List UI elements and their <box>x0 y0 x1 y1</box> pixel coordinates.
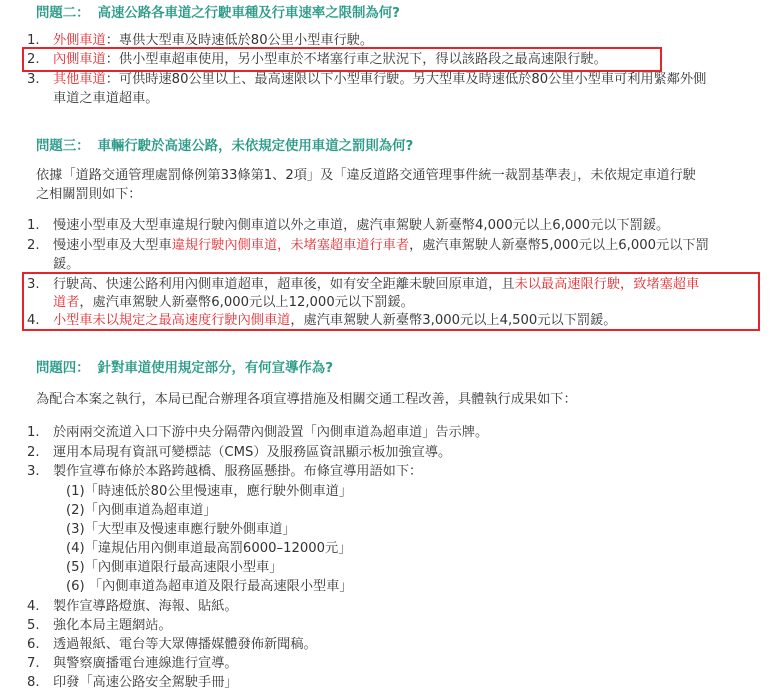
q4-item-6 <box>27 635 317 655</box>
list-number: 6. <box>27 637 40 652</box>
q4-title-lead: 問題四： <box>36 361 90 376</box>
q4-item-text: 印發「高速公路安全駕駛手冊」 <box>53 675 238 690</box>
q3-title-lead: 問題三： <box>36 139 90 154</box>
q4-item-text: 製作宣導路燈旗、海報、貼紙。 <box>53 599 238 614</box>
slogan-item: (5)「內側車道限行最高速限小型車」 <box>66 560 283 575</box>
q3-title-text: 車輛行駛於高速公路，未依規定使用車道之罰則為何? <box>97 139 414 154</box>
q4-item-text: 透過報紙、電台等大眾傳播媒體發佈新聞稿。 <box>53 637 317 652</box>
q4-item-5 <box>27 616 172 636</box>
q2-item-3 <box>27 70 706 90</box>
list-number: 1. <box>27 425 40 440</box>
q2-item-text: ：可供時速80公里以上、最高速限以下小型車行駛。另大型車及時速低於80公里小型車可利用緊鄰外側 <box>105 72 707 87</box>
q3-intro-1: 依據「道路交通管理處罰條例第33條第1、2項」及「違反道路交通管理事件統一裁罰基準表」，未依規定車道行駛 <box>36 168 696 183</box>
q4-item-text: 於兩兩交流道入口下游中央分隔帶內側設置「內側車道為超車道」告示牌。 <box>53 425 489 440</box>
q3-item-text: ，處汽車駕駛人新臺幣5,000元以上6,000元以下罰 <box>409 238 709 253</box>
slogan-item: (3)「大型車及慢速車應行駛外側車道」 <box>66 522 296 537</box>
term-outer-lane: 外側車道 <box>53 33 106 48</box>
q4-title <box>36 357 333 376</box>
list-number: 7. <box>27 656 40 671</box>
q3-item-2-cont: 鍰。 <box>53 257 80 272</box>
q4-item-text: 強化本局主題網站。 <box>53 618 172 633</box>
q3-intro-2: 之相關罰則如下： <box>36 187 142 202</box>
q4-title-text: 針對車道使用規定部分，有何宣導作為? <box>97 361 333 376</box>
q4-item-7 <box>27 654 238 674</box>
q3-item-red-text: 未以最高速限行駛，致堵塞超車 <box>514 277 700 292</box>
list-number: 8. <box>27 675 40 690</box>
q4-item-8 <box>27 673 238 693</box>
term-other-lane: 其他車道 <box>53 72 106 87</box>
q4-item-text: 製作宣導布條於本路跨越橋、服務區懸掛。布條宣導用語如下： <box>53 464 423 479</box>
term-inner-lane: 內側車道 <box>53 52 106 67</box>
q4-item-2 <box>27 443 451 463</box>
q3-item-text: ，處汽車駕駛人新臺幣3,000元以上4,500元以下罰鍰。 <box>290 313 617 328</box>
q3-item-3 <box>27 275 699 295</box>
q2-title-text: 高速公路各車道之行駛車種及行車速率之限制為何? <box>97 6 400 21</box>
q3-item-text: 慢速小型車及大型車違規行駛內側車道以外之車道，處汽車駕駛人新臺幣4,000元以上6,000元以下罰鍰。 <box>53 218 670 233</box>
list-number: 2. <box>27 52 40 67</box>
q3-item-red-text: 違規行駛內側車道，未堵塞超車道行車者 <box>171 238 410 253</box>
slogan-item: (6) 「內側車道為超車道及限行最高速限小型車」 <box>66 579 353 594</box>
q3-item-text: 慢速小型車及大型車 <box>53 238 172 253</box>
q2-title <box>36 2 400 21</box>
q4-item-4 <box>27 597 238 617</box>
q3-item-text: 行駛高、快速公路利用內側車道超車，超車後，如有安全距離未駛回原車道，且 <box>53 277 515 292</box>
q3-item-3-cont <box>53 293 414 313</box>
list-number: 1. <box>27 218 40 233</box>
q3-item-red-text: 道者 <box>53 295 80 310</box>
list-number: 4. <box>27 599 40 614</box>
q4-item-text: 與警察廣播電台連線進行宣導。 <box>53 656 238 671</box>
slogan-item: (2)「內側車道為超車道」 <box>66 503 217 518</box>
slogan-item: (1)「時速低於80公里慢速車，應行駛外側車道」 <box>66 484 353 499</box>
list-number: 3. <box>27 464 40 479</box>
q4-item-1 <box>27 423 488 443</box>
q2-item-3-cont: 車道之車道超車。 <box>53 91 159 106</box>
q2-item-text: ：專供大型車及時速低於80公里小型車行駛。 <box>105 33 374 48</box>
q3-item-4 <box>27 311 616 331</box>
list-number: 3. <box>27 72 40 87</box>
list-number: 2. <box>27 445 40 460</box>
q2-title-lead: 問題二： <box>36 6 90 21</box>
list-number: 1. <box>27 33 40 48</box>
slogan-item: (4)「違規佔用內側車道最高罰6000–12000元」 <box>66 541 352 556</box>
q3-item-red-text: 小型車未以規定之最高速度行駛內側車道 <box>53 313 291 328</box>
q4-item-3 <box>27 462 422 482</box>
q3-item-text: ，處汽車駕駛人新臺幣6,000元以上12,000元以下罰鍰。 <box>79 295 414 310</box>
q2-item-text: ：供小型車超車使用，另小型車於不堵塞行車之狀況下，得以該路段之最高速限行駛。 <box>105 52 607 67</box>
q3-item-1 <box>27 216 669 236</box>
list-number: 2. <box>27 238 40 253</box>
list-number: 4. <box>27 313 40 328</box>
q3-item-2 <box>27 236 709 256</box>
q3-title <box>36 135 413 154</box>
list-number: 3. <box>27 277 40 292</box>
q4-intro: 為配合本案之執行，本局已配合辦理各項宣導措施及相關交通工程改善，具體執行成果如下： <box>36 392 577 407</box>
q2-item-2 <box>27 50 607 70</box>
list-number: 5. <box>27 618 40 633</box>
q4-item-text: 運用本局現有資訊可變標誌（CMS）及服務區資訊顯示板加強宣導。 <box>53 445 452 460</box>
